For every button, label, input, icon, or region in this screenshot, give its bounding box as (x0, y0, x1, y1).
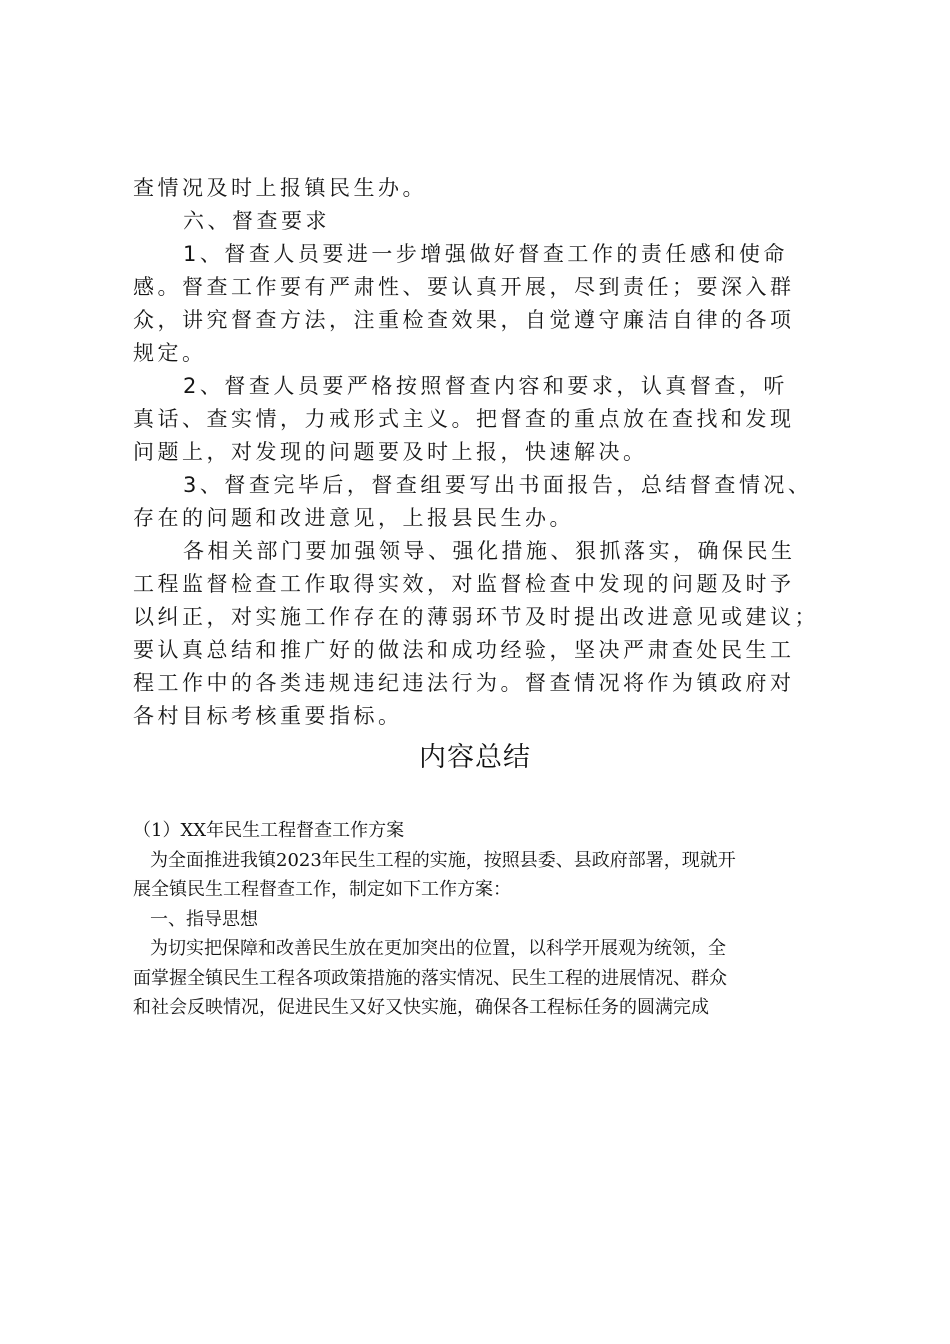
summary-line: 面掌握全镇民生工程各项政策措施的落实情况、民生工程的进展情况、群众 (133, 967, 727, 989)
summary-heading: 一、指导思想 (150, 908, 258, 930)
text-line: 以纠正，对实施工作存在的薄弱环节及时提出改进意见或建议； (133, 605, 819, 629)
text-line: 问题上，对发现的问题要及时上报，快速解决。 (133, 440, 648, 464)
text-line: 2、督查人员要严格按照督查内容和要求，认真督查，听 (183, 374, 788, 398)
text-line: 1、督查人员要进一步增强做好督查工作的责任感和使命 (183, 242, 788, 266)
text-line: 要认真总结和推广好的做法和成功经验，坚决严肃查处民生工 (133, 638, 795, 662)
text-line: 真话、查实情，力戒形式主义。把督查的重点放在查找和发现 (133, 407, 795, 431)
summary-line: 为切实把保障和改善民生放在更加突出的位置，以科学开展观为统领，全 (150, 938, 726, 959)
summary-line: 和社会反映情况，促进民生又好又快实施，确保各工程标任务的圆满完成 (133, 997, 709, 1018)
text-line: 规定。 (133, 341, 207, 365)
text-line: 查情况及时上报镇民生办。 (133, 176, 427, 200)
text-line: 存在的问题和改进意见，上报县民生办。 (133, 506, 574, 530)
text-line: 各相关部门要加强领导、强化措施、狠抓落实，确保民生 (183, 539, 796, 563)
body-text-section (133, 172, 833, 733)
summary-line: 展全镇民生工程督查工作，制定如下工作方案： (133, 879, 511, 900)
text-line: 工程监督检查工作取得实效，对监督检查中发现的问题及时予 (133, 572, 795, 596)
text-line: 各村目标考核重要指标。 (133, 704, 403, 728)
text-line: 程工作中的各类违规违纪违法行为。督查情况将作为镇政府对 (133, 671, 795, 695)
summary-line: （1）XX年民生工程督查工作方案 (133, 820, 405, 841)
summary-line: 为全面推进我镇2023年民生工程的实施，按照县委、县政府部署，现就开 (150, 849, 736, 871)
summary-title: 内容总结 (419, 742, 531, 773)
text-line: 众，讲究督查方法，注重检查效果，自觉遵守廉洁自律的各项 (133, 308, 795, 332)
text-line: 感。督查工作要有严肃性、要认真开展，尽到责任；要深入群 (133, 275, 795, 299)
text-line: 3、督查完毕后，督查组要写出书面报告，总结督查情况、 (183, 473, 813, 497)
summary-section (133, 816, 833, 1023)
section-heading: 六、督查要求 (183, 209, 330, 233)
